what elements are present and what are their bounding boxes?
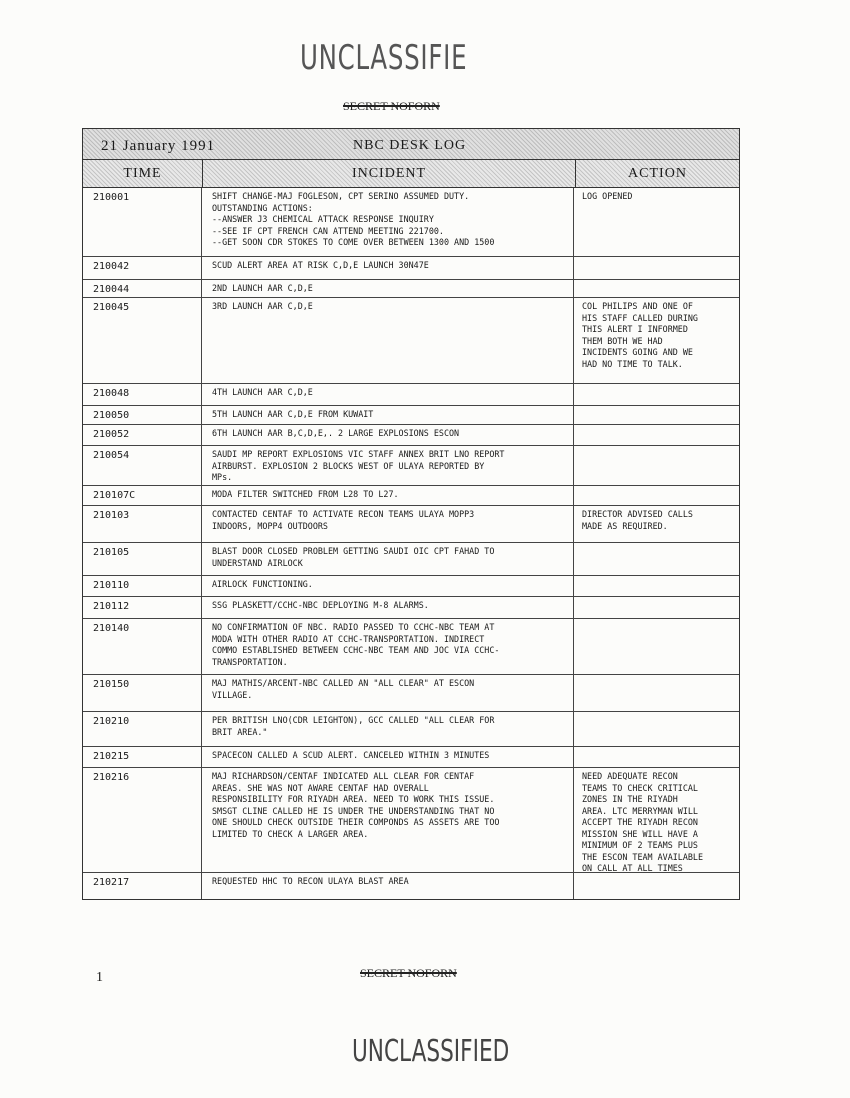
table-row bbox=[83, 675, 739, 712]
column-header-time: TIME bbox=[83, 160, 203, 187]
action-cell bbox=[574, 597, 739, 618]
time-cell: 210042 bbox=[83, 257, 202, 279]
table-row bbox=[83, 298, 739, 384]
time-cell: 210054 bbox=[83, 446, 202, 485]
page-number: 1 bbox=[96, 970, 103, 985]
action-cell bbox=[574, 675, 739, 711]
incident-cell: 6TH LAUNCH AAR B,C,D,E,. 2 LARGE EXPLOSIONS ESCON bbox=[202, 425, 574, 445]
incident-cell: SCUD ALERT AREA AT RISK C,D,E LAUNCH 30N47E bbox=[202, 257, 574, 279]
table-row bbox=[83, 543, 739, 576]
unclassified-stamp-bottom: UNCLASSIFIED bbox=[352, 1034, 510, 1069]
incident-cell: PER BRITISH LNO(CDR LEIGHTON), GCC CALLED "ALL CLEAR FOR BRIT AREA." bbox=[202, 712, 574, 746]
table-row bbox=[83, 506, 739, 543]
table-row bbox=[83, 188, 739, 257]
time-cell: 210050 bbox=[83, 406, 202, 424]
column-header-incident: INCIDENT bbox=[203, 160, 576, 187]
table-row bbox=[83, 597, 739, 619]
incident-cell: SSG PLASKETT/CCHC-NBC DEPLOYING M-8 ALARMS. bbox=[202, 597, 574, 618]
log-date: 21 January 1991 bbox=[101, 138, 216, 154]
time-cell: 210112 bbox=[83, 597, 202, 618]
table-row bbox=[83, 619, 739, 675]
table-row bbox=[83, 576, 739, 597]
time-cell: 210210 bbox=[83, 712, 202, 746]
table-row bbox=[83, 406, 739, 425]
time-cell: 210110 bbox=[83, 576, 202, 596]
table-row bbox=[83, 768, 739, 873]
time-cell: 210052 bbox=[83, 425, 202, 445]
incident-cell: SPACECON CALLED A SCUD ALERT. CANCELED WITHIN 3 MINUTES bbox=[202, 747, 574, 767]
time-cell: 210140 bbox=[83, 619, 202, 674]
action-cell bbox=[574, 576, 739, 596]
column-header-action: ACTION bbox=[628, 165, 687, 181]
action-cell bbox=[574, 280, 739, 297]
time-cell: 210105 bbox=[83, 543, 202, 575]
classification-marking-top bbox=[343, 99, 440, 114]
action-cell: LOG OPENED bbox=[582, 191, 633, 201]
column-headers bbox=[83, 160, 739, 188]
time-cell: 210045 bbox=[83, 298, 202, 383]
action-cell bbox=[574, 712, 739, 746]
classification-text: SECRET NOFORN bbox=[360, 966, 457, 980]
time-cell: 210216 bbox=[83, 768, 202, 872]
log-header-bar bbox=[83, 129, 739, 160]
action-cell: NEED ADEQUATE RECON TEAMS TO CHECK CRITICAL ZONES IN THE RIYADH AREA. LTC MERRYMAN WILL ACCEPT THE RIYADH RECON MISSION SHE WILL HAVE A MINIMUM OF 2 TEAMS PLUS THE ESCON TEAM AVAILABLE ON CALL AT ALL TIMES bbox=[582, 771, 704, 873]
incident-cell: 3RD LAUNCH AAR C,D,E bbox=[202, 298, 574, 383]
incident-cell: NO CONFIRMATION OF NBC. RADIO PASSED TO CCHC-NBC TEAM AT MODA WITH OTHER RADIO AT CCHC-TRANSPORTATION. INDIRECT COMMO ESTABLISHED BETWEEN CCHC-NBC TEAM AND JOC VIA CCHC- TRANSPORTATION. bbox=[202, 619, 574, 674]
table-row bbox=[83, 747, 739, 768]
table-row bbox=[83, 280, 739, 298]
incident-cell: MAJ RICHARDSON/CENTAF INDICATED ALL CLEAR FOR CENTAF AREAS. SHE WAS NOT AWARE CENTAF HAD OVERALL RESPONSIBILITY FOR RIYADH AREA. NEED TO WORK THIS ISSUE. SMSGT CLINE CALLED HE IS UNDER THE UNDERSTANDING THAT NO ONE SHOULD CHECK OUTSIDE THEIR COMPONDS AS ASSETS ARE TOO LIMITED TO CHECK A LARGER AREA. bbox=[202, 768, 574, 872]
classification-text: SECRET NOFORN bbox=[343, 99, 440, 113]
incident-cell: CONTACTED CENTAF TO ACTIVATE RECON TEAMS ULAYA MOPP3 INDOORS, MOPP4 OUTDOORS bbox=[202, 506, 574, 542]
table-row bbox=[83, 257, 739, 280]
action-cell bbox=[574, 257, 739, 279]
log-title: NBC DESK LOG bbox=[353, 138, 467, 153]
time-cell: 210001 bbox=[83, 188, 202, 256]
log-rows bbox=[83, 188, 739, 899]
incident-cell: BLAST DOOR CLOSED PROBLEM GETTING SAUDI OIC CPT FAHAD TO UNDERSTAND AIRLOCK bbox=[202, 543, 574, 575]
incident-cell: 4TH LAUNCH AAR C,D,E bbox=[202, 384, 574, 405]
action-cell bbox=[574, 619, 739, 674]
incident-cell: SAUDI MP REPORT EXPLOSIONS VIC STAFF ANNEX BRIT LNO REPORT AIRBURST. EXPLOSION 2 BLOCKS WEST OF ULAYA REPORTED BY MPs. bbox=[202, 446, 574, 485]
table-row bbox=[83, 384, 739, 406]
time-cell: 210150 bbox=[83, 675, 202, 711]
action-cell bbox=[574, 747, 739, 767]
table-row bbox=[83, 486, 739, 506]
action-cell bbox=[574, 384, 739, 405]
action-cell: DIRECTOR ADVISED CALLS MADE AS REQUIRED. bbox=[582, 509, 693, 531]
time-cell: 210215 bbox=[83, 747, 202, 767]
table-row bbox=[83, 446, 739, 486]
incident-cell: 5TH LAUNCH AAR C,D,E FROM KUWAIT bbox=[202, 406, 574, 424]
incident-cell: MODA FILTER SWITCHED FROM L28 TO L27. bbox=[202, 486, 574, 505]
incident-cell: REQUESTED HHC TO RECON ULAYA BLAST AREA bbox=[202, 873, 574, 899]
incident-cell: SHIFT CHANGE-MAJ FOGLESON, CPT SERINO ASSUMED DUTY. OUTSTANDING ACTIONS: --ANSWER J3 CHEMICAL ATTACK RESPONSE INQUIRY --SEE IF CPT FRENCH CAN ATTEND MEETING 221700. --GET SOON CDR STOKES TO COME OVER BETWEEN 1300 AND 1500 bbox=[202, 188, 574, 256]
classification-marking-bottom bbox=[360, 966, 457, 981]
incident-cell: AIRLOCK FUNCTIONING. bbox=[202, 576, 574, 596]
incident-cell: MAJ MATHIS/ARCENT-NBC CALLED AN "ALL CLEAR" AT ESCON VILLAGE. bbox=[202, 675, 574, 711]
action-cell bbox=[574, 406, 739, 424]
action-cell bbox=[574, 873, 739, 899]
incident-cell: 2ND LAUNCH AAR C,D,E bbox=[202, 280, 574, 297]
unclassified-stamp-top: UNCLASSIFIE bbox=[300, 38, 468, 78]
time-cell: 210107C bbox=[83, 486, 202, 505]
time-cell: 210048 bbox=[83, 384, 202, 405]
table-row bbox=[83, 425, 739, 446]
table-row bbox=[83, 873, 739, 899]
nbc-desk-log-table bbox=[82, 128, 740, 900]
action-cell bbox=[574, 543, 739, 575]
action-cell bbox=[574, 425, 739, 445]
time-cell: 210217 bbox=[83, 873, 202, 899]
table-row bbox=[83, 712, 739, 747]
time-cell: 210103 bbox=[83, 506, 202, 542]
action-cell bbox=[574, 446, 739, 485]
action-cell: COL PHILIPS AND ONE OF HIS STAFF CALLED DURING THIS ALERT I INFORMED THEM BOTH WE HAD INCIDENTS GOING AND WE HAD NO TIME TO TALK. bbox=[582, 301, 698, 369]
action-cell bbox=[574, 486, 739, 505]
time-cell: 210044 bbox=[83, 280, 202, 297]
